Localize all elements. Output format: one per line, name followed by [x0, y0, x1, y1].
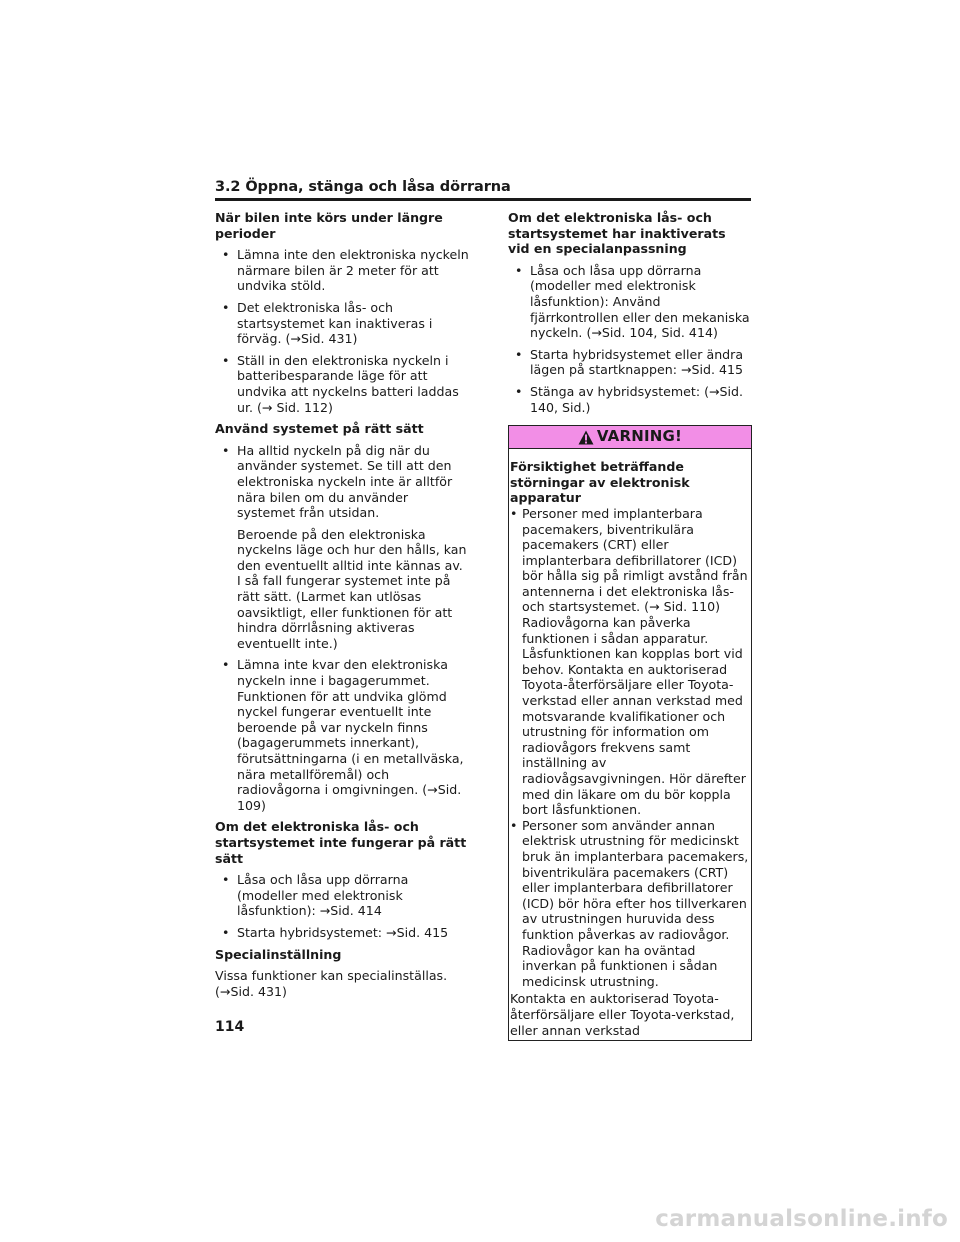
subheading-long-periods: När bilen inte körs under längre perioder: [215, 210, 443, 241]
bullet-lock-unlock: • Låsa och låsa upp dörrarna (modeller med elektronisk låsfunktion): →Sid. 414: [215, 872, 470, 919]
warning-box: [508, 425, 752, 1041]
bullet-carry-key: • Ha alltid nyckeln på dig när du använder systemet. Se till att den elektroniska nyckeln inte är alltför nära bilen om du använder systemet från utsidan.: [215, 443, 470, 521]
warning-triangle-icon: [578, 430, 594, 445]
subheading-use-correctly: Använd systemet på rätt sätt: [215, 421, 424, 437]
bullet-lock-unlock-remote: • Låsa och låsa upp dörrarna (modeller med elektronisk låsfunktion): Använd fjärrkontrollen eller den mekaniska nyckeln. (→Sid. 104, Sid. 414): [508, 263, 751, 341]
subheading-system-malfunction: Om det elektroniska lås- och startsystemet inte fungerar på rätt sätt: [215, 819, 467, 866]
subheading-system-deactivated: Om det elektroniska lås- och startsystemet har inaktiverats vid en specialanpassning: [508, 210, 726, 257]
bullet-system-deactivate: • Det elektroniska lås- och startsystemet kan inaktiveras i förväg. (→Sid. 431): [215, 300, 470, 347]
warning-contact-paragraph: Kontakta en auktoriserad Toyota-återförsäljare eller Toyota-verkstad, eller annan verkstad: [510, 991, 735, 1038]
right-column: [508, 210, 751, 1041]
watermark: carmanualsonline.info: [655, 1206, 948, 1232]
left-column: [215, 210, 470, 1005]
bullet-carry-key-continued: Beroende på den elektroniska nyckelns läge och hur den hålls, kan den eventuellt alltid inte kännas av. I så fall fungerar systemet inte på rätt sätt. (Larmet kan utlösas oavsiktligt, eller funktionen för att hindra dörrlåsning aktiveras eventuellt inte.): [237, 526, 467, 651]
bullet-start-hybrid: • Starta hybridsystemet: →Sid. 415: [215, 925, 470, 941]
warning-title: VARNING!: [596, 427, 683, 446]
section-title: 3.2 Öppna, stänga och låsa dörrarna: [215, 179, 511, 195]
bullet-stop-hybrid: • Stänga av hybridsystemet: (→Sid. 140, Sid.): [508, 384, 751, 415]
bullet-start-change-mode: • Starta hybridsystemet eller ändra lägen på startknappen: →Sid. 415: [508, 347, 751, 378]
page-number: 114: [215, 1019, 245, 1035]
warning-subheading: Försiktighet beträffande störningar av elektronisk apparatur: [510, 459, 690, 506]
warning-bullet-medical-equipment: • Personer som använder annan elektrisk utrustning för medicinskt bruk än implanterbara pacemakers, biventrikulära pacemakers (CRT) eller implanterbara defibrillatorer (ICD) bör höra efter hos tillverkaren av utrustningen huruvida dess funktion påverkas av radiovågor. Radiovågor kan ha oväntad inverkan på funktionen i sådan medicinsk utrustning.: [510, 818, 751, 990]
header-rule: [215, 198, 751, 201]
bullet-battery-saving: • Ställ in den elektroniska nyckeln i batteribesparande läge för att undvika att nyckelns batteri laddas ur. (→ Sid. 112): [215, 353, 470, 415]
warning-body: [509, 449, 751, 1040]
paragraph-custom-functions: Vissa funktioner kan specialinställas. (→Sid. 431): [215, 968, 448, 999]
warning-title-bar: [509, 426, 751, 449]
bullet-key-in-trunk: • Lämna inte kvar den elektroniska nyckeln inne i bagagerummet. Funktionen för att undvika glömd nyckel fungerar eventuellt inte beroende på var nyckeln finns (bagagerummets innerkant), förutsättningarna (i en metallväska, nära metallföremål) och radiovågorna i omgivningen. (→Sid. 109): [215, 657, 470, 813]
subheading-custom-setting: Specialinställning: [215, 946, 342, 962]
bullet-key-distance: • Lämna inte den elektroniska nyckeln närmare bilen är 2 meter för att undvika stöld.: [215, 247, 470, 294]
warning-bullet-pacemakers: • Personer med implanterbara pacemakers, biventrikulära pacemakers (CRT) eller implanterbara defibrillatorer (ICD) bör hålla sig på rimligt avstånd från antennerna i det elektroniska lås- och startsystemet. (→ Sid. 110) Radiovågorna kan påverka funktionen i sådan apparatur. Låsfunktionen kan kopplas bort vid behov. Kontakta en auktoriserad Toyota-återförsäljare eller Toyota-verkstad eller annan verkstad med motsvarande kvalifikationer och utrustning för information om radiovågors frekvens samt inställning av radiovågsavgivningen. Hör därefter med din läkare om du bör koppla bort låsfunktionen.: [510, 506, 751, 818]
